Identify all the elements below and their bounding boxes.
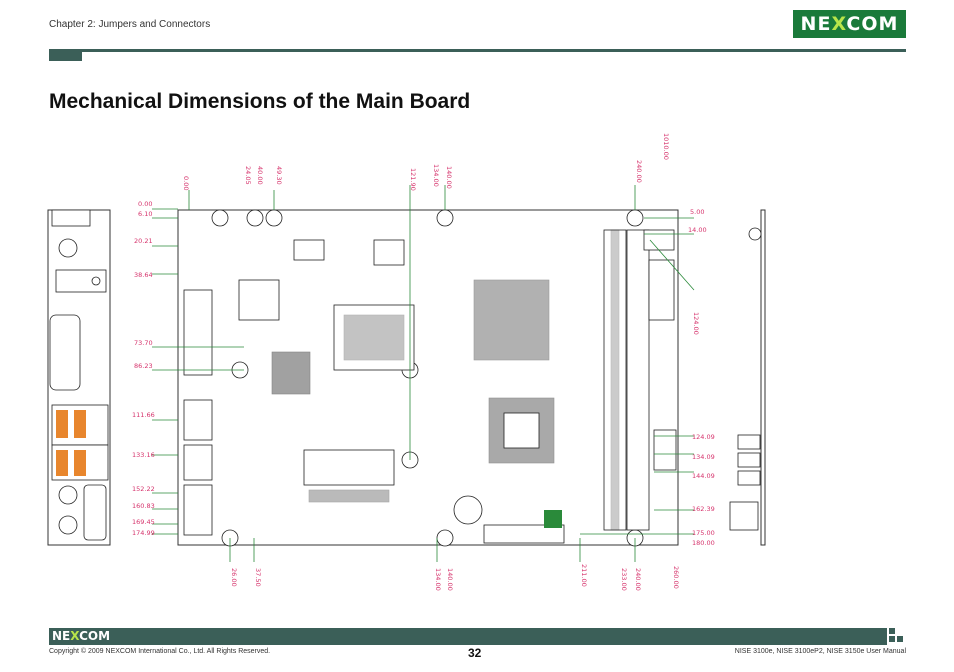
dim-bottom-3: 140.00 [446, 568, 454, 591]
dim-left-10: 169.45 [132, 518, 155, 526]
dim-bottom-0: 26.00 [230, 568, 238, 587]
dim-right-6: 175.00 [692, 529, 715, 537]
footer-square [889, 636, 895, 642]
dim-left-0: 0.00 [138, 200, 153, 208]
board-components [184, 230, 676, 543]
page-number: 32 [468, 646, 482, 660]
footer-square [897, 636, 903, 642]
footer-bar [49, 628, 887, 645]
io-bracket [48, 210, 110, 545]
dim-left-7: 133.16 [132, 451, 155, 459]
dim-top-6: 140.00 [445, 166, 453, 189]
dim-top-0: 0.00 [182, 176, 190, 191]
dim-bottom-5: 233.00 [620, 568, 628, 591]
left-dimension-labels [132, 200, 155, 537]
dim-left-4: 73.70 [134, 339, 153, 347]
page-title: Mechanical Dimensions of the Main Board [49, 90, 471, 113]
dim-top-3: 49.30 [275, 166, 283, 185]
top-dimension-labels [182, 133, 670, 191]
dim-top-2: 40.00 [256, 166, 264, 185]
dim-top-1: 24.05 [244, 166, 252, 185]
dim-left-1: 6.10 [138, 210, 153, 218]
dim-right-4: 144.09 [692, 472, 715, 480]
dim-top-5: 134.00 [432, 164, 440, 187]
dim-left-2: 20.21 [134, 237, 153, 245]
manual-title: NISE 3100e, NISE 3100eP2, NISE 3150e User Manual [734, 648, 906, 655]
dim-right-vertical: 124.00 [692, 312, 700, 335]
dim-bottom-4: 211.00 [580, 564, 588, 587]
chapter-heading: Chapter 2: Jumpers and Connectors [49, 19, 211, 30]
dim-right-3: 134.09 [692, 453, 715, 461]
dim-bottom-7: 260.00 [672, 566, 680, 589]
dim-bottom-6: 240.00 [634, 568, 642, 591]
board-mechanical-drawing [44, 130, 774, 600]
right-dimension-labels [688, 208, 715, 547]
header-rule-block [49, 49, 82, 61]
dim-top-4: 121.90 [409, 168, 417, 191]
dim-right-1: 14.00 [688, 226, 707, 234]
dim-bottom-1: 37.50 [254, 568, 262, 587]
bottom-dimension-labels [230, 564, 680, 591]
header-rule [49, 49, 906, 52]
footer-square [889, 628, 895, 634]
copyright-text: Copyright © 2009 NEXCOM International Co., Ltd. All Rights Reserved. [49, 648, 271, 655]
board-outline [178, 210, 678, 545]
side-profile [730, 210, 765, 545]
dim-top-8: 1010.00 [662, 133, 670, 160]
dim-right-7: 180.00 [692, 539, 715, 547]
dim-left-9: 160.83 [132, 502, 155, 510]
dim-top-7: 240.00 [635, 160, 643, 183]
dim-bottom-2: 134.00 [434, 568, 442, 591]
dim-right-5: 162.39 [692, 505, 715, 513]
dim-left-8: 152.22 [132, 485, 155, 493]
dim-left-6: 111.66 [132, 411, 155, 419]
footer-logo: NEXCOM [52, 629, 111, 643]
dim-right-2: 124.09 [692, 433, 715, 441]
dim-right-0: 5.00 [690, 208, 705, 216]
dim-left-3: 38.64 [134, 271, 153, 279]
nexcom-logo: NEXCOM [793, 10, 906, 38]
dim-left-5: 86.23 [134, 362, 153, 370]
dim-left-11: 174.99 [132, 529, 155, 537]
